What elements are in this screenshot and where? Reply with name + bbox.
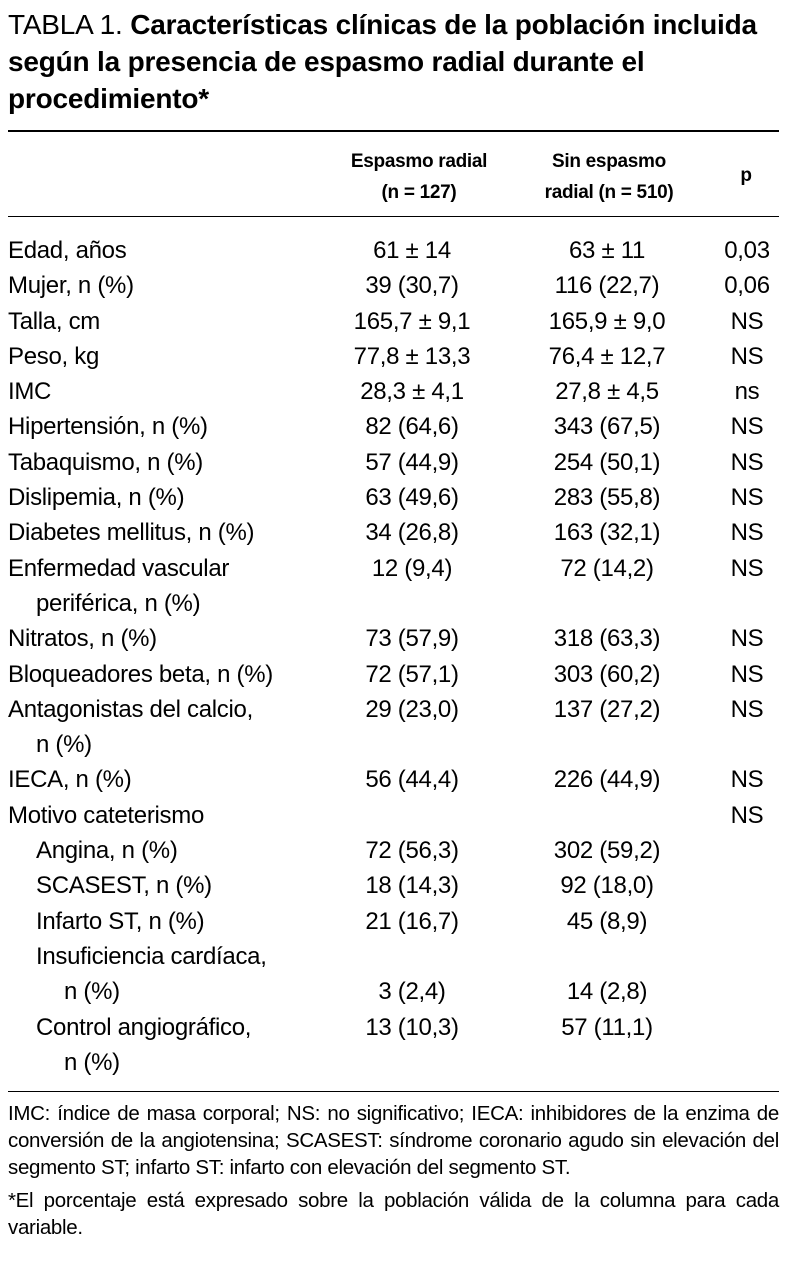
value-p: NS [730,766,764,794]
value-espasmo-radial: 72 (57,1) [365,660,459,688]
row-label [8,304,328,339]
value-p: NS [730,519,764,547]
table-row [0,868,791,903]
value-p: NS [730,413,764,441]
row-label-text: Bloqueadores beta, n (%) [8,660,273,688]
header-p: p [740,165,752,186]
value-sin-espasmo: 343 (67,5) [553,413,661,441]
row-label [8,268,328,303]
value-espasmo-radial: 34 (26,8) [365,519,459,547]
row-label [36,904,336,939]
row-label-text: Control angiográfico, [36,1013,252,1041]
value-sin-espasmo: 27,8 ± 4,5 [555,378,659,406]
value-sin-espasmo: 116 (22,7) [554,272,660,300]
row-label [36,833,336,868]
row-label-text: Mujer, n (%) [8,272,134,300]
table-title [8,6,778,117]
value-sin-espasmo: 92 (18,0) [560,872,654,900]
table-row [0,233,791,268]
value-espasmo-radial: 29 (23,0) [365,695,459,723]
value-espasmo-radial: 73 (57,9) [365,625,459,653]
value-espasmo-radial: 18 (14,3) [365,872,459,900]
row-label-text: Angina, n (%) [36,837,178,865]
row-label [8,233,328,268]
table-number: TABLA 1. [8,9,123,40]
value-sin-espasmo: 72 (14,2) [560,554,654,582]
value-sin-espasmo: 303 (60,2) [553,660,661,688]
value-espasmo-radial: 61 ± 14 [373,237,451,264]
value-p: NS [730,307,764,335]
header-sin-espasmo: Sin espasmo radial (n = 510) [544,151,674,203]
value-espasmo-radial: 72 (56,3) [365,837,459,865]
table-body [0,233,791,1080]
value-espasmo-radial: 56 (44,4) [365,766,459,794]
value-p: NS [730,554,764,582]
row-label-text: Peso, kg [8,342,99,370]
value-p: NS [730,342,764,370]
row-label [8,374,328,409]
value-p: NS [730,660,764,688]
value-p: ns [734,378,760,406]
value-espasmo-radial: 12 (9,4) [371,554,453,582]
value-sin-espasmo: 163 (32,1) [553,519,661,547]
table-row [0,339,791,374]
value-sin-espasmo: 63 ± 11 [568,237,646,264]
value-sin-espasmo: 318 (63,3) [553,625,661,653]
value-espasmo-radial: 3 (2,4) [378,978,446,1006]
value-sin-espasmo: 165,9 ± 9,0 [548,307,666,335]
row-label-text: Tabaquismo, n (%) [8,448,203,476]
row-label [8,762,328,797]
row-label-text: IMC [8,378,52,406]
table-row [0,762,791,797]
value-espasmo-radial: 39 (30,7) [365,272,459,300]
row-label-text: Dislipemia, n (%) [8,484,185,512]
table-row [0,939,791,1010]
row-label [8,515,328,550]
table-row [0,657,791,692]
row-label [8,692,328,763]
row-label-text: Edad, años [8,237,127,264]
row-label-text: Talla, cm [8,307,100,335]
row-label-continuation: n (%) [36,731,92,759]
table-row [0,692,791,763]
row-label-text: Antagonistas del calcio, [8,695,253,723]
row-label [36,1010,336,1081]
row-label [8,551,328,622]
value-p: 0,03 [724,237,770,264]
value-p: NS [730,484,764,512]
value-sin-espasmo: 302 (59,2) [553,837,661,865]
row-label [8,480,328,515]
value-sin-espasmo: 76,4 ± 12,7 [548,342,666,370]
header-rule [8,216,779,217]
row-label [36,868,336,903]
value-sin-espasmo: 14 (2,8) [566,978,648,1006]
row-label [8,409,328,444]
table-row [0,904,791,939]
value-sin-espasmo: 45 (8,9) [566,907,648,935]
table-row [0,621,791,656]
value-espasmo-radial: 63 (49,6) [365,484,459,512]
row-label-text: Insuficiencia cardíaca, [36,942,267,970]
row-label-text: Infarto ST, n (%) [36,907,205,935]
row-label [36,939,336,1010]
row-label [8,445,328,480]
value-sin-espasmo: 137 (27,2) [553,695,661,723]
header-espasmo-radial: Espasmo radial (n = 127) [350,151,488,203]
table-row [0,409,791,444]
row-label [8,798,328,833]
value-sin-espasmo: 254 (50,1) [553,448,661,476]
row-label-text: Enfermedad vascular [8,554,230,582]
value-sin-espasmo: 57 (11,1) [561,1013,653,1041]
table-row [0,268,791,303]
row-label-text: Motivo cateterismo [8,801,204,829]
table-row [0,833,791,868]
table-row [0,515,791,550]
table-footnotes [8,1100,779,1247]
value-p: 0,06 [724,272,770,300]
value-p: NS [730,625,764,653]
value-p: NS [730,695,764,723]
value-espasmo-radial: 28,3 ± 4,1 [360,378,464,406]
asterisk-note: *El porcentaje está expresado sobre la población válida de la columna para cada variable. [8,1189,779,1239]
row-label-text: Hipertensión, n (%) [8,413,208,441]
value-p: NS [730,448,764,476]
table-row [0,798,791,833]
table-row [0,304,791,339]
table-caption: Características clínicas de la población incluida según la presencia de espasmo radial durante el procedimiento* [8,9,757,114]
row-label-text: SCASEST, n (%) [36,872,212,900]
abbreviations-note: IMC: índice de masa corporal; NS: no significativo; IECA: inhibidores de la enzima de conversión de la angiotensina; SCASEST: síndrome coronario agudo sin elevación del segmento ST; infarto ST: infarto con elevación del segmento ST. [8,1102,779,1179]
top-rule [8,130,779,132]
table-row [0,1010,791,1081]
row-label-text: IECA, n (%) [8,766,132,794]
table-row [0,480,791,515]
value-espasmo-radial: 77,8 ± 13,3 [353,342,471,370]
value-espasmo-radial: 57 (44,9) [365,448,459,476]
row-label [8,339,328,374]
value-espasmo-radial: 13 (10,3) [365,1013,459,1041]
row-label [8,657,328,692]
bottom-rule [8,1091,779,1092]
table-row [0,551,791,622]
table-row [0,374,791,409]
value-sin-espasmo: 226 (44,9) [553,766,661,794]
row-label-continuation: n (%) [64,1048,120,1076]
row-label-continuation: n (%) [64,978,120,1006]
row-label [8,621,328,656]
row-label-text: Diabetes mellitus, n (%) [8,519,255,547]
value-sin-espasmo: 283 (55,8) [553,484,661,512]
table-row [0,445,791,480]
row-label-continuation: periférica, n (%) [36,589,201,617]
value-espasmo-radial: 82 (64,6) [365,413,459,441]
value-p: NS [730,801,764,829]
value-espasmo-radial: 21 (16,7) [365,907,459,935]
row-label-text: Nitratos, n (%) [8,625,157,653]
value-espasmo-radial: 165,7 ± 9,1 [353,307,471,335]
